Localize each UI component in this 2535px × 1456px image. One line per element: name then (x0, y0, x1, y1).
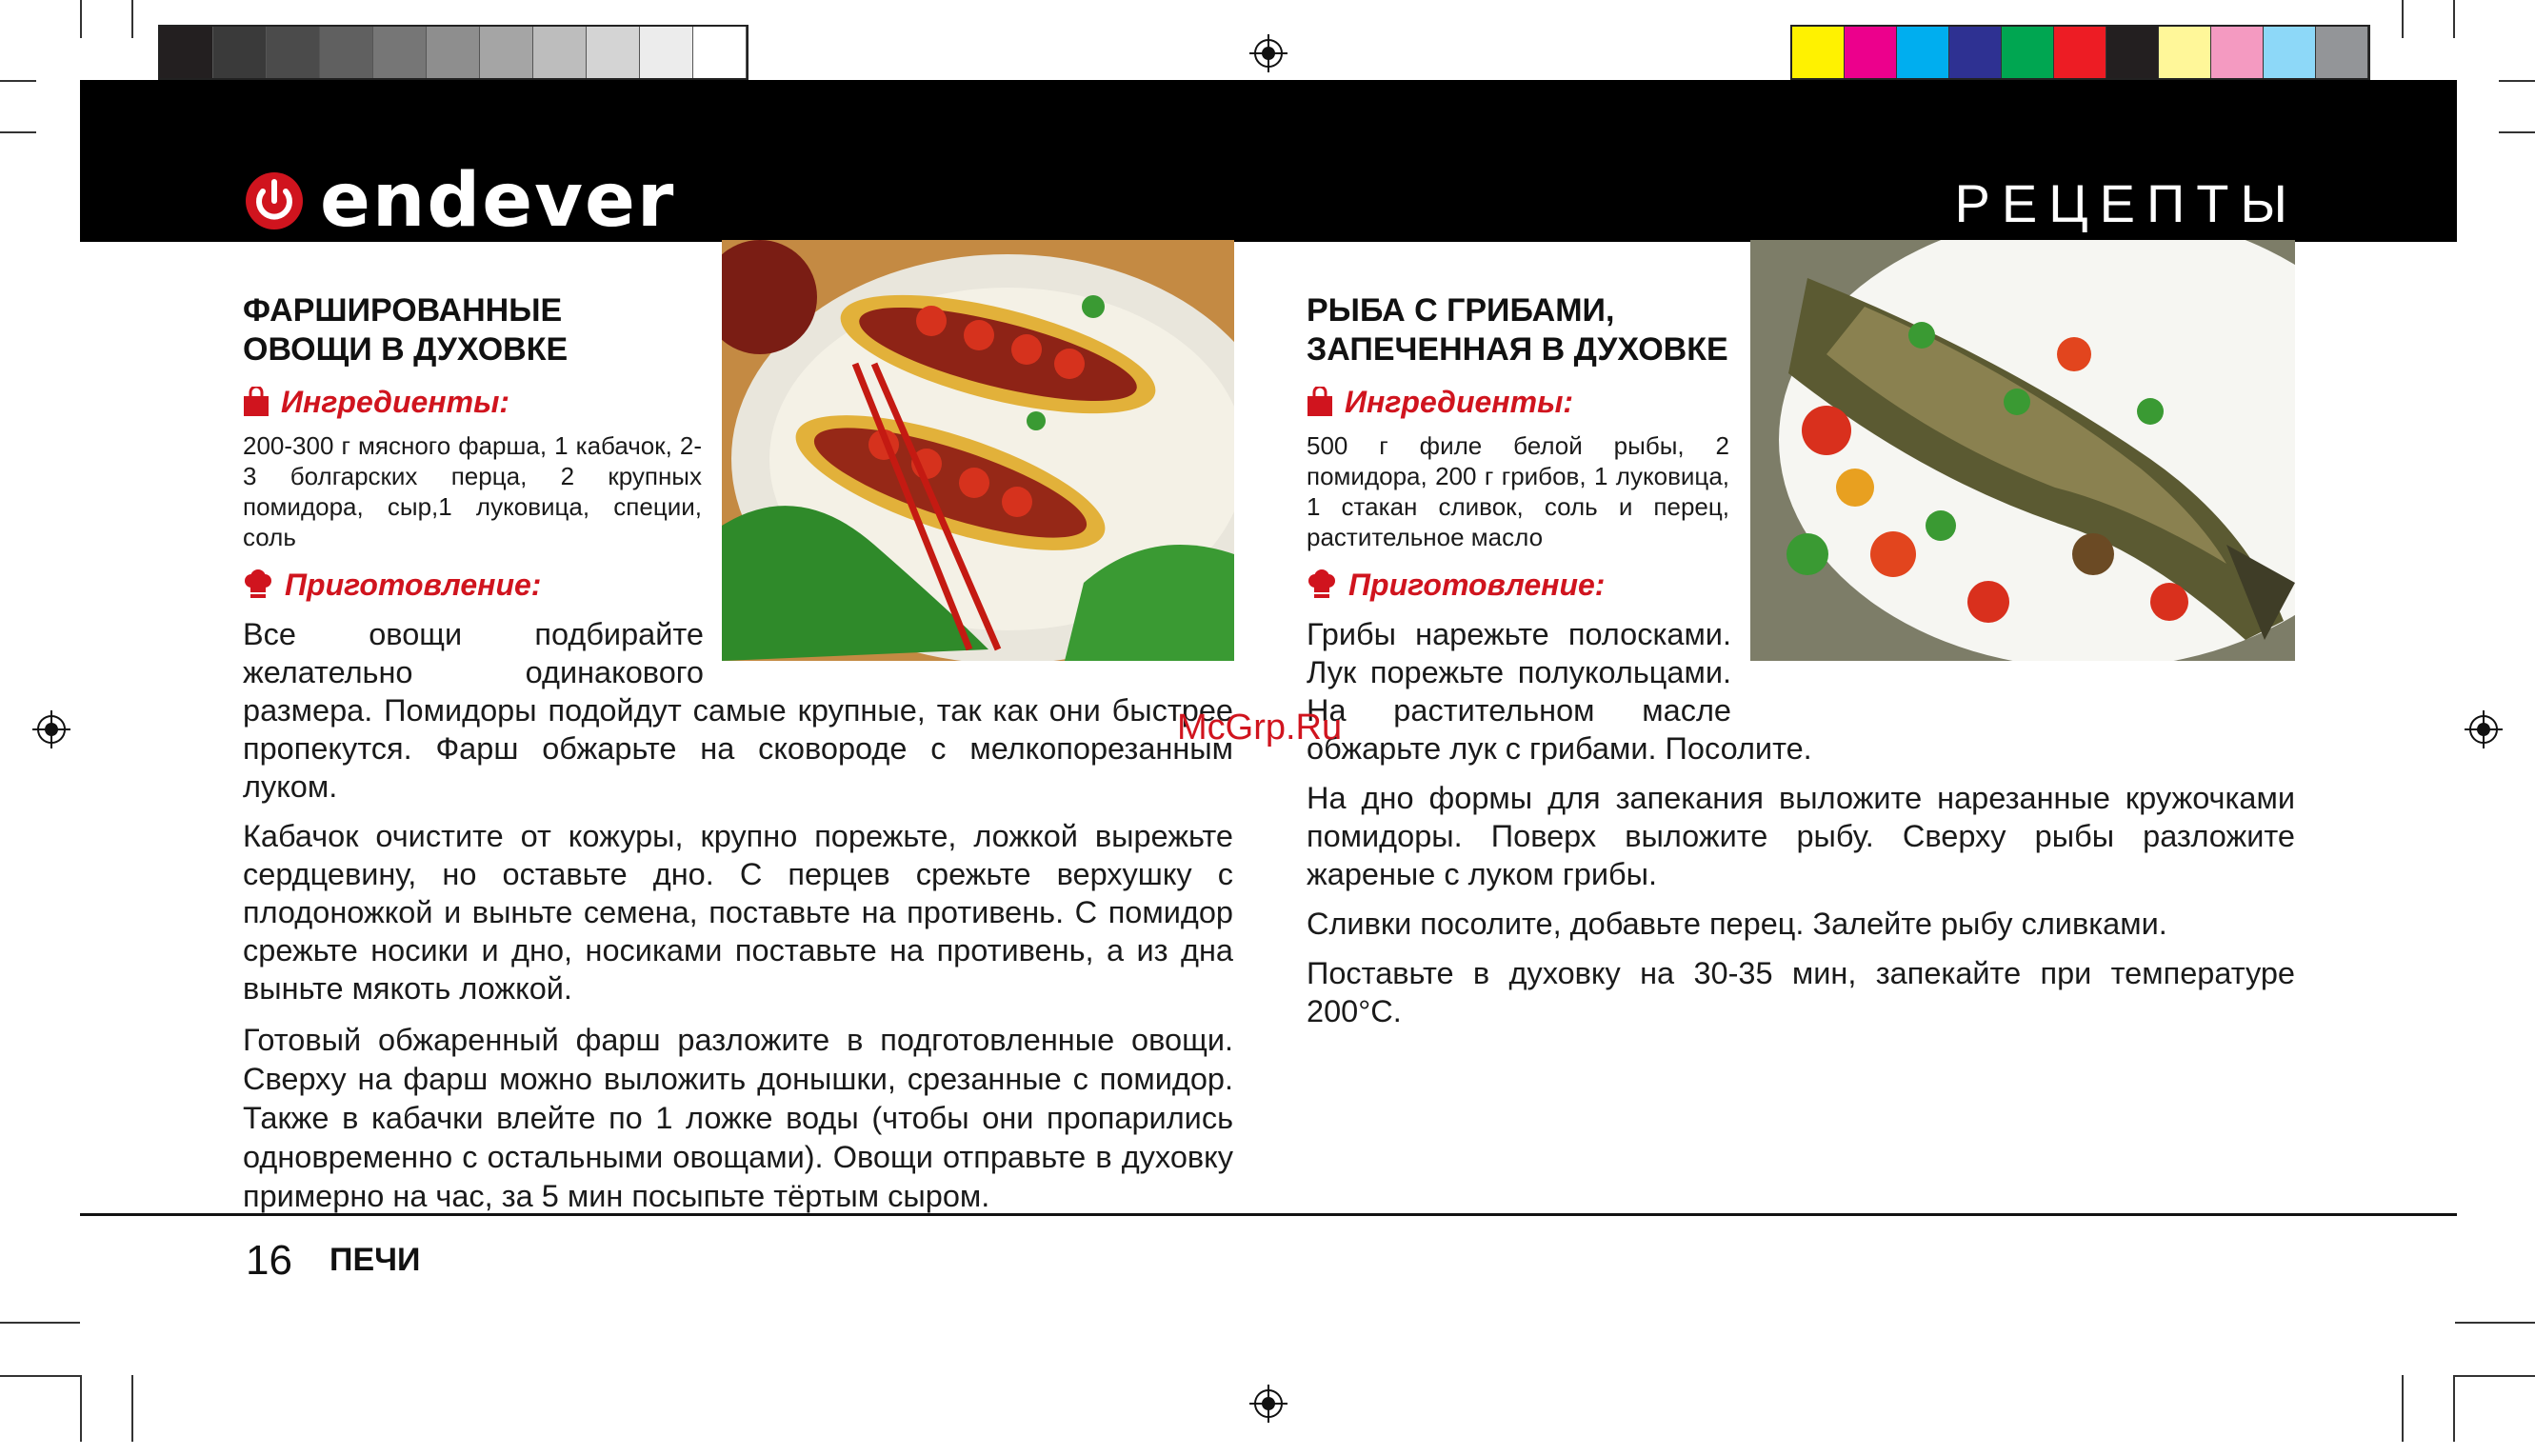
preparation-step: Сливки посолите, добавьте перец. Залейте рыбу сливками. (1307, 907, 2167, 941)
crop-mark (0, 1322, 80, 1324)
crop-mark (80, 1375, 82, 1442)
chapter-label: ПЕЧИ (329, 1242, 421, 1278)
crop-mark (0, 131, 36, 133)
section-title: РЕЦЕПТЫ (1954, 173, 2299, 233)
stuffed-vegetables-photo (722, 240, 1234, 661)
preparation-step: Готовый обжаренный фарш разложите в подготовленные овощи. Сверху на фарш можно выложить донышки, срезанные с помидор. Также в кабачки влейте по 1 ложке воды (чтобы они пропарились одновременно с остальными овощами). Овощи отправьте в духовку примерно на час, за 5 мин посыпьте тёртым сыром. (243, 1023, 1233, 1213)
crop-mark (131, 1375, 133, 1442)
recipe-stuffed-vegetables (243, 291, 702, 604)
crop-mark (0, 1375, 80, 1377)
preparation-step-text: Грибы нарежьте полосками. Лук порежьте полукольцами. На растительном масле обжарьте лук с грибами. Посолите. (1307, 617, 1812, 766)
color-swatch (2159, 27, 2211, 78)
gray-swatch (320, 27, 373, 78)
brand-logo (242, 158, 676, 244)
watermark[interactable]: McGrp.Ru (1177, 708, 1343, 748)
ingredients-text: 500 г филе белой рыбы, 2 помидора, 200 г грибов, 1 луковица, 1 стакан сливок, соль и перец, растительное масло (1307, 431, 1729, 551)
recipe-title-line: ФАРШИРОВАННЫЕ (243, 292, 563, 329)
preparation-label: Приготовление: (1348, 568, 1606, 602)
gray-swatch (693, 27, 747, 78)
gray-swatch (373, 27, 427, 78)
recipe-title-line: ОВОЩИ В ДУХОВКЕ (243, 331, 569, 368)
crop-mark (80, 0, 82, 38)
chef-hat-icon (243, 569, 273, 600)
preparation-step-text: Все овощи подбирайте желательно одинакового размера. Помидоры подойдут самые крупные, так как они быстрее пропекутся. Фарш обжарьте на сковороде с мелкопорезанным луком. (243, 617, 1233, 804)
recipe-title (1307, 291, 1729, 369)
gray-swatch (480, 27, 533, 78)
preparation-step (243, 615, 1233, 806)
preparation-label: Приготовление: (285, 568, 542, 602)
color-swatch (2211, 27, 2264, 78)
color-swatch (1897, 27, 1949, 78)
registration-mark-icon (2465, 710, 2503, 748)
crop-mark (2455, 1322, 2535, 1324)
ingredients-label: Ингредиенты: (281, 385, 510, 419)
gray-swatch (587, 27, 640, 78)
preparation-step: Кабачок очистите от кожуры, крупно порежьте, ложкой вырежьте сердцевину, но оставьте дно. С перцев срежьте верхушку с плодоножкой и выньте семена, поставьте на противень. С помидор срежьте носики и дно, носиками поставьте на противень, а из дна выньте мякоть ложкой. (243, 819, 1233, 1006)
baked-fish-photo (1750, 240, 2295, 661)
crop-mark (2499, 131, 2535, 133)
crop-mark (2455, 1375, 2535, 1377)
registration-mark-icon (32, 710, 70, 748)
crop-mark (2499, 80, 2535, 82)
preparation-heading (1307, 566, 1729, 604)
grayscale-calibration-bar (158, 25, 749, 80)
preparation-step: Поставьте в духовку на 30-35 мин, запекайте при температуре 200°C. (1307, 956, 2295, 1028)
brand-name: endever (320, 158, 676, 244)
gray-swatch (267, 27, 320, 78)
recipe-title (243, 291, 702, 369)
preparation-step (1307, 615, 2295, 768)
ingredients-label: Ингредиенты: (1345, 385, 1574, 419)
color-swatch (1949, 27, 2002, 78)
recipe-baked-fish (1307, 291, 1729, 604)
power-icon (242, 169, 307, 233)
footer-divider (80, 1213, 2457, 1216)
recipe-title-line: РЫБА С ГРИБАМИ, (1307, 292, 1615, 329)
color-swatch (2316, 27, 2368, 78)
color-swatch (2002, 27, 2054, 78)
ingredients-text: 200-300 г мясного фарша, 1 кабачок, 2-3 болгарских перца, 2 крупных помидора, сыр,1 луковица, специи, соль (243, 431, 702, 551)
ingredients-heading (243, 383, 702, 421)
gray-swatch (640, 27, 693, 78)
registration-mark-icon (1249, 34, 1287, 72)
ingredients-heading (1307, 383, 1729, 421)
crop-mark (2402, 1375, 2404, 1442)
color-swatch (2106, 27, 2159, 78)
float-spacer (1731, 615, 2295, 729)
gray-swatch (160, 27, 213, 78)
preparation-heading (243, 566, 702, 604)
crop-mark (2453, 1375, 2455, 1442)
crop-mark (2453, 0, 2455, 38)
crop-mark (0, 80, 36, 82)
color-swatch (1845, 27, 1897, 78)
shopping-bag-icon (1307, 387, 1333, 417)
color-calibration-bar (1790, 25, 2370, 80)
page-number: 16 (246, 1237, 292, 1284)
registration-mark-icon (1249, 1385, 1287, 1423)
preparation-step: На дно формы для запекания выложите нарезанные кружочками помидоры. Поверх выложите рыбу. Сверху рыбы разложите жареные с луком грибы. (1307, 781, 2295, 891)
chef-hat-icon (1307, 569, 1337, 600)
recipe-baked-fish-body (1307, 615, 2295, 1030)
shopping-bag-icon (243, 387, 269, 417)
crop-mark (131, 0, 133, 38)
gray-swatch (213, 27, 267, 78)
recipe-title-line: ЗАПЕЧЕННАЯ В ДУХОВКЕ (1307, 331, 1728, 368)
gray-swatch (533, 27, 587, 78)
recipe-stuffed-vegetables-body (243, 615, 1233, 1216)
gray-swatch (427, 27, 480, 78)
color-swatch (2264, 27, 2316, 78)
color-swatch (2054, 27, 2106, 78)
color-swatch (1792, 27, 1845, 78)
crop-mark (2402, 0, 2404, 38)
float-spacer (704, 615, 1233, 691)
